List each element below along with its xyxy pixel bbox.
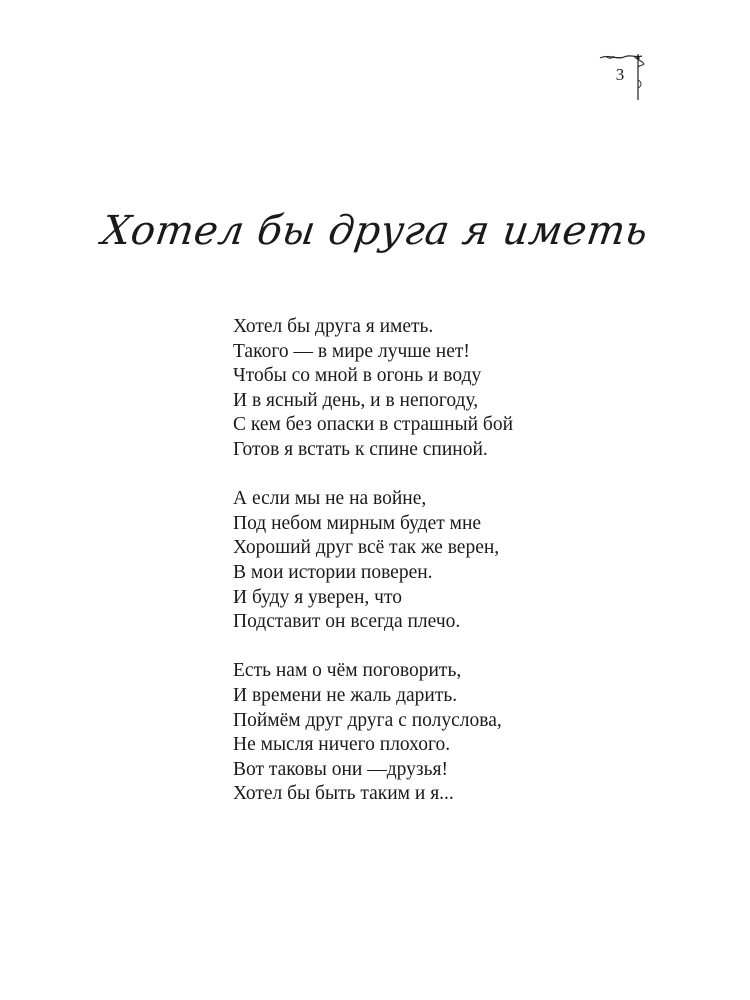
stanza [233, 659, 693, 807]
poem-line: Хотел бы друга я иметь. [233, 316, 434, 337]
poem-line: Есть нам о чём поговорить, [233, 660, 462, 682]
poem-line: А если мы не на войне, [233, 488, 427, 510]
poem-line: И времени не жаль дарить. [233, 684, 458, 706]
poem-line: Поймём друг друга с полуслова, [233, 709, 502, 731]
stanza [233, 487, 693, 635]
page-number: 3 [615, 65, 625, 84]
poem-body [233, 315, 693, 831]
poem-line: Подставит он всегда плечо. [233, 611, 461, 633]
poem-line: Хороший друг всё так же верен, [233, 537, 500, 559]
poem-line: Такого — в мире лучше нет! [233, 340, 470, 362]
poem-line: Чтобы со мной в огонь и воду [233, 365, 482, 387]
stanza [233, 315, 693, 463]
poem-line: Вот таковы они —друзья! [233, 758, 448, 780]
poem-line: Не мысля ничего плохого. [233, 734, 451, 756]
poem-line: С кем без опаски в страшный бой [233, 414, 514, 436]
poem-line: И в ясный день, и в непогоду, [233, 389, 479, 411]
poem-line: В мои истории поверен. [233, 561, 433, 583]
poem-line: Хотел бы быть таким и я... [233, 783, 454, 805]
poem-line: Готов я встать к спине спиной. [233, 438, 488, 460]
poem-line: Под небом мирным будет мне [233, 512, 482, 534]
poem-title: Хотел бы друга я иметь [99, 208, 651, 254]
poem-line: И буду я уверен, что [233, 586, 402, 608]
